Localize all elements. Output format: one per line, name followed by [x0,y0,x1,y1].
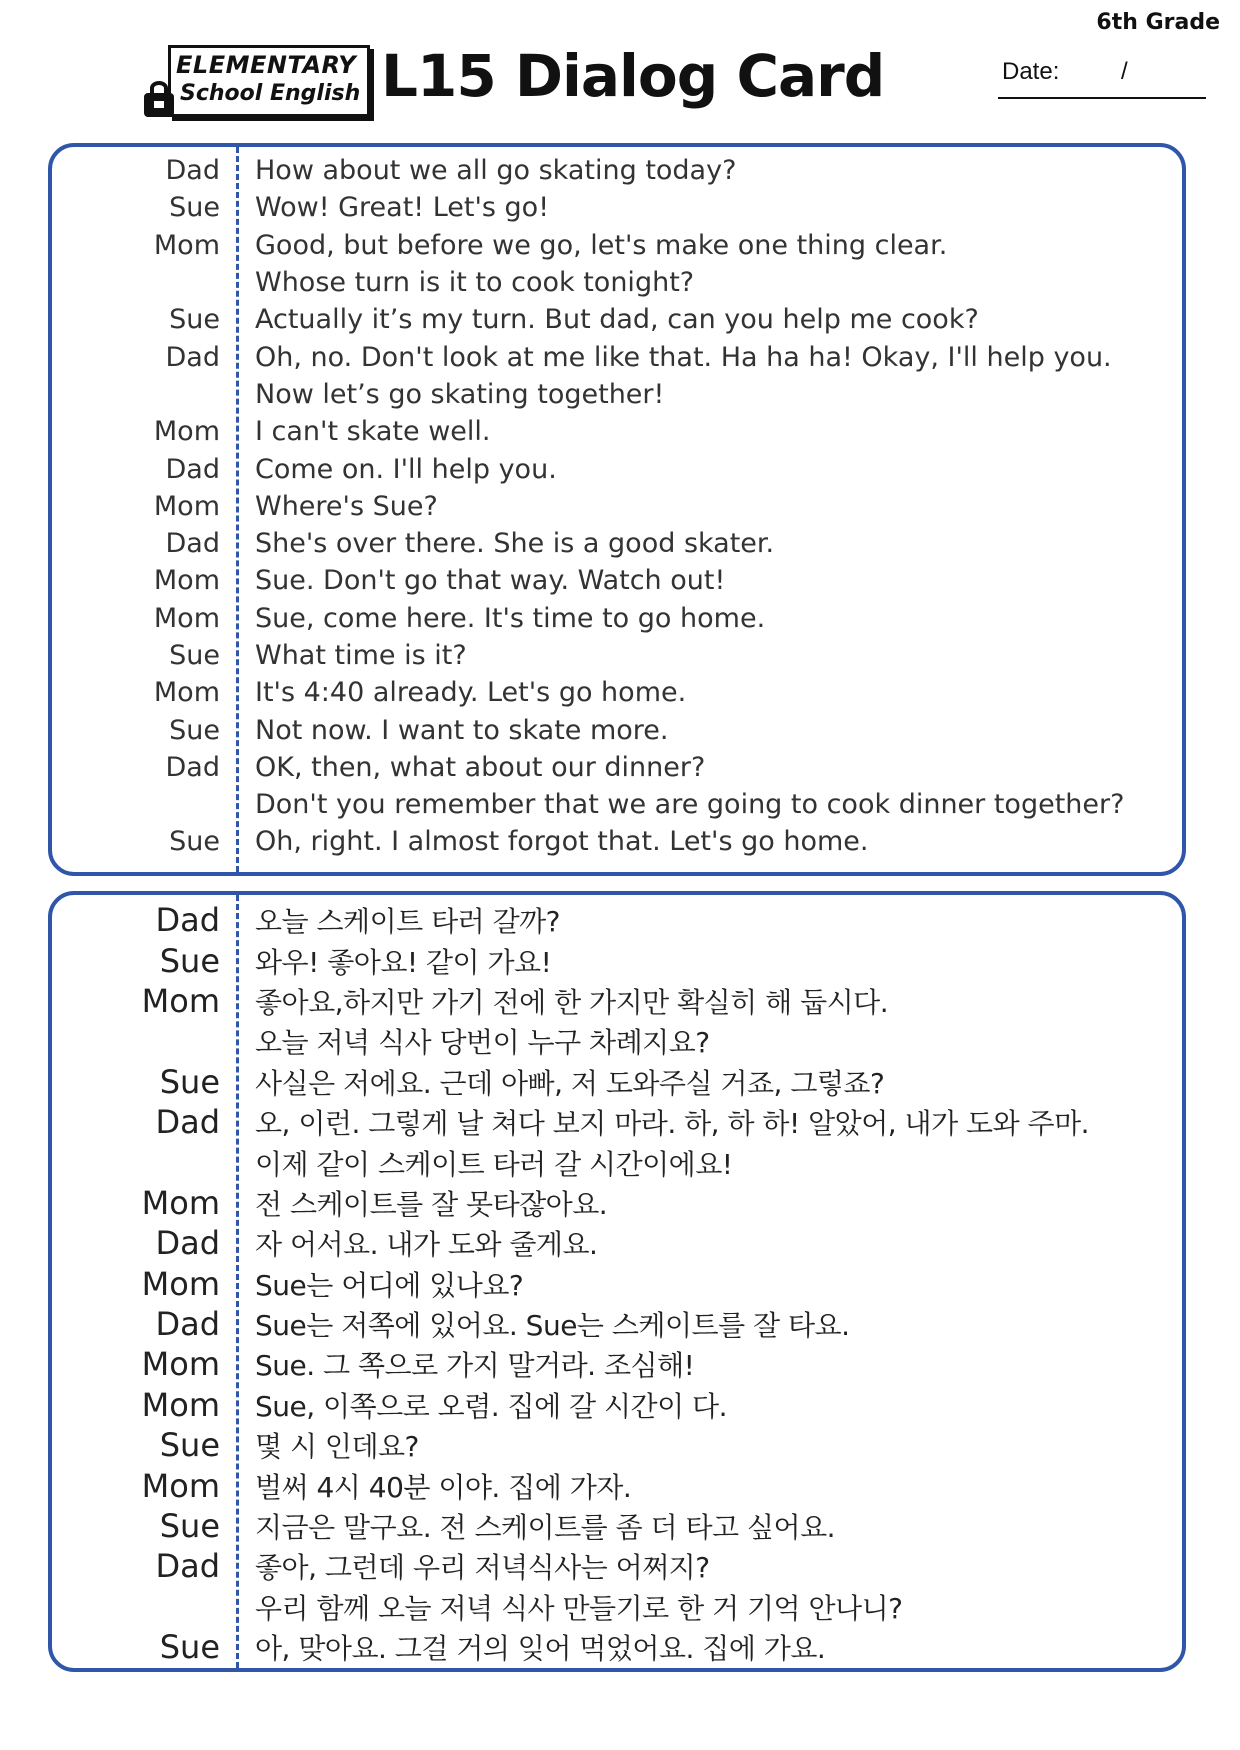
dialog-text: It's 4:40 already. Let's go home. [255,677,687,709]
dialog-text: Sue. 그 쪽으로 가지 말거라. 조심해! [255,1349,695,1383]
dialog-line [52,264,1182,301]
dialog-line [52,338,1182,375]
dialog-line [52,301,1182,338]
speaker-label: Sue [159,1507,220,1546]
dialog-text: 사실은 저에요. 근데 아빠, 저 도와주실 거죠, 그렇죠? [255,1066,885,1100]
speaker-label: Mom [141,1183,220,1222]
dialog-line [52,1223,1182,1263]
korean-dialog-lines [52,900,1182,1667]
dialog-text: She's over there. She is a good skater. [255,528,775,560]
dialog-line [52,674,1182,711]
dialog-text: 벌써 4시 40분 이야. 집에 가자. [255,1470,632,1504]
dialog-line [52,1304,1182,1344]
date-field-line[interactable] [998,97,1206,99]
speaker-label: Mom [153,416,220,448]
dialog-line [52,1546,1182,1586]
dialog-line [52,786,1182,823]
speaker-label: Dad [155,1103,220,1142]
dialog-text: Where's Sue? [255,490,438,522]
dialog-text: What time is it? [255,640,467,671]
dialog-text: Good, but before we go, let's make one thing clear. [255,229,948,261]
dialog-text: 오늘 저녁 식사 당번이 누구 차례지요? [255,1026,710,1060]
dialog-text: OK, then, what about our dinner? [255,751,706,783]
speaker-label: Sue [159,1062,220,1101]
date-separator: / [1121,58,1128,85]
dialog-line [52,1465,1182,1505]
dialog-line [52,1385,1182,1425]
school-bag-icon [140,81,180,121]
dialog-text: 지금은 말구요. 전 스케이트를 좀 더 타고 싶어요. [255,1511,836,1545]
page-title: L15 Dialog Card [381,42,885,110]
korean-dialog-panel [48,891,1186,1672]
dialog-text: Wow! Great! Let's go! [255,192,550,224]
dialog-text: How about we all go skating today? [255,155,737,187]
speaker-label: Dad [165,155,220,187]
speaker-label: Sue [159,941,220,980]
dialog-text: Now let’s go skating together! [255,378,665,410]
speaker-label: Mom [141,981,220,1020]
speaker-label: Sue [159,1628,220,1667]
dialog-line [52,1425,1182,1465]
dialog-text: Not now. I want to skate more. [255,714,669,746]
english-dialog-panel [48,143,1186,876]
dialog-line [52,1102,1182,1142]
dialog-line [52,562,1182,599]
dialog-line [52,488,1182,525]
speaker-label: Dad [165,751,220,783]
dialog-text: 와우! 좋아요! 같이 가요! [255,945,552,979]
dialog-text: 좋아요,하지만 가기 전에 한 가지만 확실히 해 둡시다. [255,985,889,1019]
speaker-label: Mom [153,565,220,597]
dialog-line [52,525,1182,562]
dialog-text: Sue, come here. It's time to go home. [255,602,766,634]
speaker-label: Dad [155,901,220,940]
speaker-label: Dad [155,1547,220,1586]
speaker-label: Sue [169,714,220,746]
dialog-line [52,1183,1182,1223]
speaker-label: Dad [165,453,220,485]
dialog-line [52,1627,1182,1667]
dialog-line [52,227,1182,264]
speaker-label: Sue [169,826,220,858]
dialog-text: Sue는 저쪽에 있어요. Sue는 스케이트를 잘 타요. [255,1309,850,1343]
dialog-text: Sue. Don't go that way. Watch out! [255,565,726,597]
speaker-label: Dad [165,341,220,373]
english-dialog-lines [52,152,1182,861]
dialog-text: 오늘 스케이트 타러 갈까? [255,905,561,939]
dialog-line [52,1021,1182,1061]
dialog-line [52,1344,1182,1384]
dialog-line [52,1062,1182,1102]
dialog-line [52,749,1182,786]
school-english-logo [140,43,370,118]
grade-label: 6th Grade [1096,10,1220,35]
dialog-text: Actually it’s my turn. But dad, can you help me cook? [255,304,979,336]
dialog-text: Oh, no. Don't look at me like that. Ha ha ha! Okay, I'll help you. [255,341,1112,373]
date-label: Date: [1002,58,1060,85]
dialog-line [52,981,1182,1021]
dialog-line [52,1142,1182,1182]
logo-line2: School English [180,81,361,106]
speaker-label: Mom [141,1345,220,1384]
speaker-label: Mom [141,1385,220,1424]
dialog-line [52,413,1182,450]
speaker-label: Sue [169,640,220,671]
dialog-text: 오, 이런. 그렇게 날 쳐다 보지 마라. 하, 하 하! 알았어, 내가 도와 주마. [255,1107,1090,1141]
speaker-label: Mom [141,1466,220,1505]
dialog-line [52,1506,1182,1546]
speaker-label: Mom [141,1264,220,1303]
dialog-line [52,940,1182,980]
dialog-text: 자 어서요. 내가 도와 줄게요. [255,1228,598,1262]
logo-line1: ELEMENTARY [176,51,357,79]
dialog-text: 좋아, 그런데 우리 저녁식사는 어쩌지? [255,1551,710,1585]
dialog-line [52,711,1182,748]
speaker-label: Sue [169,304,220,336]
speaker-label: Dad [155,1305,220,1344]
dialog-text: 몇 시 인데요? [255,1430,419,1464]
dialog-line [52,900,1182,940]
dialog-line [52,823,1182,860]
dialog-text: Oh, right. I almost forgot that. Let's go home. [255,826,869,858]
dialog-text: I can't skate well. [255,416,491,448]
speaker-label: Dad [155,1224,220,1263]
dialog-text: 우리 함께 오늘 저녁 식사 만들기로 한 거 기억 안나니? [255,1591,903,1625]
dialog-text: Whose turn is it to cook tonight? [255,267,695,299]
dialog-line [52,637,1182,674]
speaker-label: Sue [159,1426,220,1465]
dialog-line [52,152,1182,189]
speaker-label: Mom [153,602,220,634]
dialog-line [52,450,1182,487]
speaker-label: Mom [153,677,220,709]
speaker-label: Dad [165,528,220,560]
dialog-text: Don't you remember that we are going to cook dinner together? [255,789,1125,821]
dialog-text: Sue, 이쪽으로 오렴. 집에 갈 시간이 다. [255,1389,727,1423]
dialog-line [52,1587,1182,1627]
dialog-line [52,189,1182,226]
dialog-line [52,1264,1182,1304]
dialog-text: Sue는 어디에 있나요? [255,1268,524,1302]
dialog-line [52,600,1182,637]
speaker-label: Sue [169,192,220,224]
speaker-label: Mom [153,229,220,261]
dialog-text: 아, 맞아요. 그걸 거의 잊어 먹었어요. 집에 가요. [255,1632,826,1666]
dialog-text: Come on. I'll help you. [255,453,557,485]
dialog-line [52,376,1182,413]
speaker-label: Mom [153,490,220,522]
dialog-text: 전 스케이트를 잘 못타잖아요. [255,1187,608,1221]
dialog-text: 이제 같이 스케이트 타러 갈 시간이에요! [255,1147,733,1181]
